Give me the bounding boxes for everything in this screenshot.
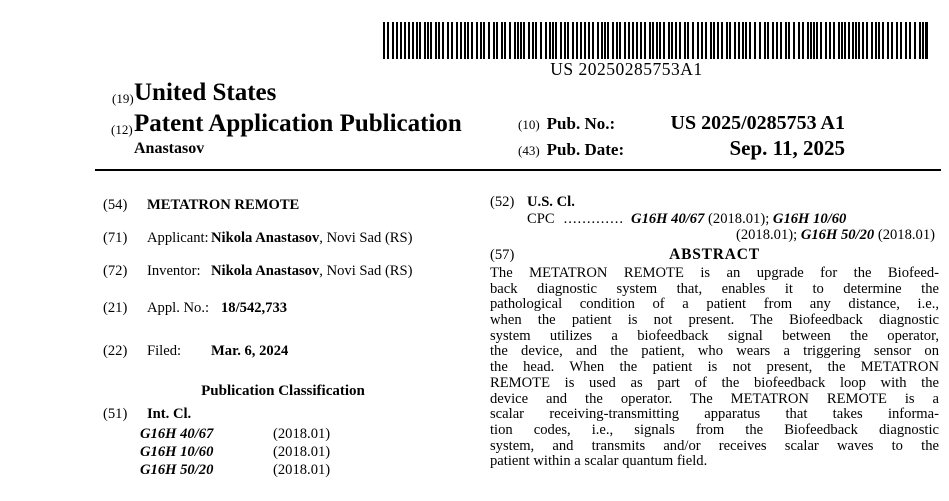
kind-code-12: (12) [111,122,133,137]
abstract-heading-row [490,246,939,264]
cpc-class-code: G16H 40/67 [631,211,705,227]
abstract-line: scalar receiving-transmitting apparatus that takes informa- [490,407,939,423]
inventor-location: , Novi Sad (RS) [319,263,413,279]
inventor-row [103,263,413,279]
document-type: Patent Application Publication [134,110,462,137]
abstract-heading: ABSTRACT [669,246,760,263]
abstract-line: the head. When the patient is not present, the METATRON [490,360,939,376]
country-name: United States [134,79,277,106]
abstract-line: pathological condition of a patient from any distance, i.e., [490,297,939,313]
abstract-line: REMOTE is used as part of the biofeedback loop with the [490,375,939,391]
filed-date-row [103,343,288,359]
publication-classification-heading: Publication Classification [201,383,365,399]
barcode-number: US 20250285753A1 [550,59,703,79]
int-cl-class-code: G16H 40/67 [140,426,214,442]
abstract-line: when the patient is not present. The Biofeedback diagnostic [490,313,939,329]
field-code-22: (22) [103,343,128,359]
abstract-line: The METATRON REMOTE is an upgrade for the Biofeed- [490,266,939,281]
field-code-72: (72) [103,263,128,279]
applicant-name: Nikola Anastasov [211,230,320,246]
appl-no-label: Appl. No.: [147,300,210,316]
header-divider [95,169,941,171]
pub-date-label: Pub. Date: [546,140,625,159]
inventor-label: Inventor: [147,263,201,279]
int-cl-entry [140,426,330,443]
cpc-classification-line1 [527,211,846,228]
filed-label: Filed: [147,343,182,359]
filed-value: Mar. 6, 2024 [211,343,289,359]
kind-code-19: (19) [112,91,134,106]
applicant-label: Applicant: [147,230,209,246]
cpc-version: (2018.01); [704,211,773,227]
application-number-row [103,300,287,316]
int-cl-entry [140,462,330,479]
abstract-line: system, and transmits and/or receives scalar waves to the [490,438,939,454]
barcode-icon [383,22,930,59]
inventor-name: Nikola Anastasov [211,263,320,279]
abstract-line: back diagnostic system that, enables it to determine the [490,281,939,297]
cpc-label: CPC [527,211,555,227]
us-cl-label: U.S. Cl. [527,194,575,210]
publication-date-row [518,136,845,161]
applicant-row [103,230,413,246]
publication-number-row [518,112,845,135]
pub-no-label: Pub. No.: [546,114,616,133]
cpc-dot-leader: ............. [563,211,625,227]
int-cl-entry [140,444,330,461]
cpc-version: (2018.01); [735,227,801,243]
abstract-line: tion codes, i.e., signals from the Biofeedback diagnostic [490,422,939,438]
field-code-52: (52) [490,194,515,210]
int-cl-version: (2018.01) [273,462,331,478]
int-cl-class-code: G16H 10/60 [140,444,214,460]
cpc-class-code: G16H 50/20 [800,227,875,243]
kind-code-10: (10) [518,117,540,132]
kind-code-43: (43) [518,143,540,158]
cpc-version: (2018.01) [874,227,935,243]
abstract-line: patient within a scalar quantum field. [490,454,708,470]
invention-title: METATRON REMOTE [147,197,300,213]
cpc-classification-line2 [527,227,935,244]
abstract-text [490,266,939,470]
cpc-class-code: G16H 10/60 [772,211,847,227]
pub-date-value: Sep. 11, 2025 [729,136,845,160]
field-code-57: (57) [490,247,515,263]
field-code-71: (71) [103,230,128,246]
abstract-line: the device, and the patient, who wears a triggering sensor on [490,344,939,360]
abstract-line: device and the operator. The METATRON REMOTE is a [490,391,939,407]
int-cl-row [103,406,191,422]
pub-no-value: US 2025/0285753 A1 [670,112,845,134]
int-cl-label: Int. Cl. [147,406,192,422]
field-code-51: (51) [103,406,128,422]
abstract-line: system utilizes a biofeedback signal between the operator, [490,328,939,344]
first-named-inventor: Anastasov [134,140,205,157]
applicant-location: , Novi Sad (RS) [319,230,413,246]
int-cl-version: (2018.01) [273,444,331,460]
appl-no-value: 18/542,733 [221,300,288,316]
int-cl-class-code: G16H 50/20 [140,462,214,478]
field-code-54: (54) [103,197,128,213]
us-cl-row [490,194,575,210]
field-code-21: (21) [103,300,128,316]
int-cl-version: (2018.01) [273,426,331,442]
invention-title-row [103,197,299,213]
